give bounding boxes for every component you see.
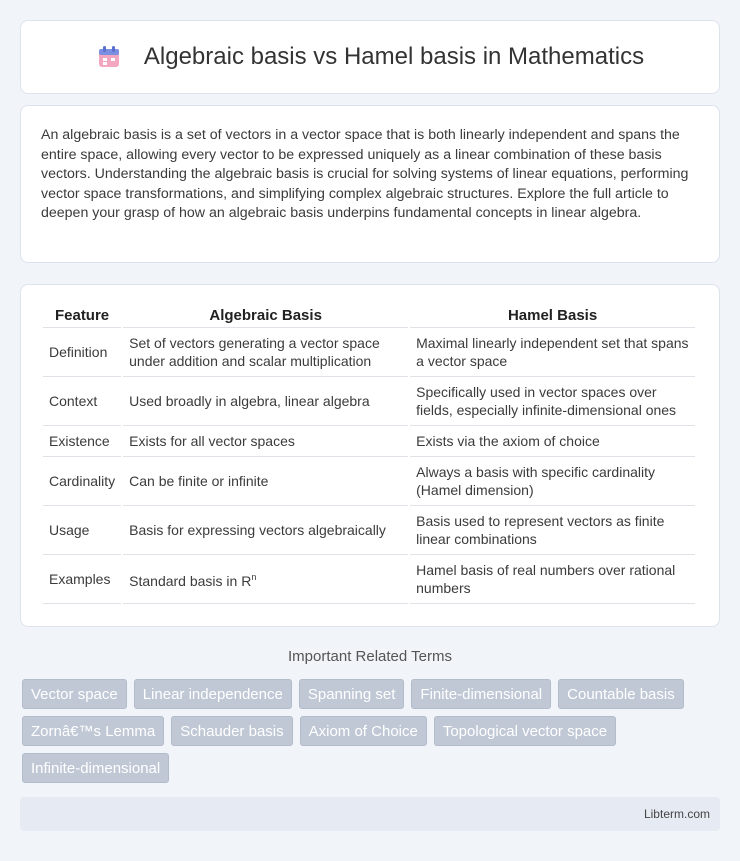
row-hamel: Always a basis with specific cardinality (Hamel dimension) [410,457,695,506]
tag-zorns-lemma[interactable]: Zornâ€™s Lemma [22,716,164,746]
row-algebraic [123,555,408,604]
table-row [43,506,695,555]
header-algebraic: Algebraic Basis [123,304,408,328]
row-feature: Existence [43,426,121,457]
tag-linear-independence[interactable]: Linear independence [134,679,292,709]
related-terms-title: Important Related Terms [288,648,452,665]
row-hamel: Hamel basis of real numbers over rational numbers [410,555,695,604]
table-row [43,426,695,457]
table-row [43,555,695,604]
tag-topological-vector-space[interactable]: Topological vector space [434,716,616,746]
row-feature: Context [43,377,121,426]
related-tags [22,679,722,783]
table-row [43,328,695,377]
row-feature: Examples [43,555,121,604]
comparison-card [20,284,720,627]
row-feature: Definition [43,328,121,377]
row-hamel: Exists via the axiom of choice [410,426,695,457]
header-feature: Feature [43,304,121,328]
tag-countable-basis[interactable]: Countable basis [558,679,684,709]
calendar-icon [96,44,122,70]
footer-site-link[interactable]: Libterm.com [643,807,710,821]
row-algebraic: Exists for all vector spaces [123,426,408,457]
row-hamel: Maximal linearly independent set that spans a vector space [410,328,695,377]
table-row [43,377,695,426]
examples-superscript: n [251,572,257,582]
footer [20,797,720,831]
intro-text: An algebraic basis is a set of vectors in a vector space that is both linearly independent and spans the entire space, allowing every vector to be expressed uniquely as a linear combination of these basis vectors. Understanding the algebraic basis is crucial for solving systems of linear equations, performing vector space transformations, and simplifying complex algebraic structures. Explore the full article to deepen your grasp of how an algebraic basis underpins fundamental concepts in linear algebra. [41,127,689,221]
row-feature: Cardinality [43,457,121,506]
row-algebraic: Used broadly in algebra, linear algebra [123,377,408,426]
row-algebraic: Can be finite or infinite [123,457,408,506]
tag-infinite-dimensional[interactable]: Infinite-dimensional [22,753,169,783]
table-header-row [43,304,695,328]
row-algebraic: Basis for expressing vectors algebraically [123,506,408,555]
row-algebraic: Set of vectors generating a vector space under addition and scalar multiplication [123,328,408,377]
comparison-table [41,304,697,604]
table-row [43,457,695,506]
page-title: Algebraic basis vs Hamel basis in Mathematics [143,43,645,70]
tag-axiom-of-choice[interactable]: Axiom of Choice [300,716,427,746]
intro-card [20,105,720,263]
examples-text: Standard basis in R [129,573,252,589]
tag-schauder-basis[interactable]: Schauder basis [171,716,292,746]
row-hamel: Basis used to represent vectors as finite linear combinations [410,506,695,555]
row-hamel: Specifically used in vector spaces over fields, especially infinite-dimensional ones [410,377,695,426]
tag-vector-space[interactable]: Vector space [22,679,127,709]
header-hamel: Hamel Basis [410,304,695,328]
header-card [20,20,720,94]
tag-finite-dimensional[interactable]: Finite-dimensional [411,679,551,709]
row-feature: Usage [43,506,121,555]
tag-spanning-set[interactable]: Spanning set [299,679,405,709]
